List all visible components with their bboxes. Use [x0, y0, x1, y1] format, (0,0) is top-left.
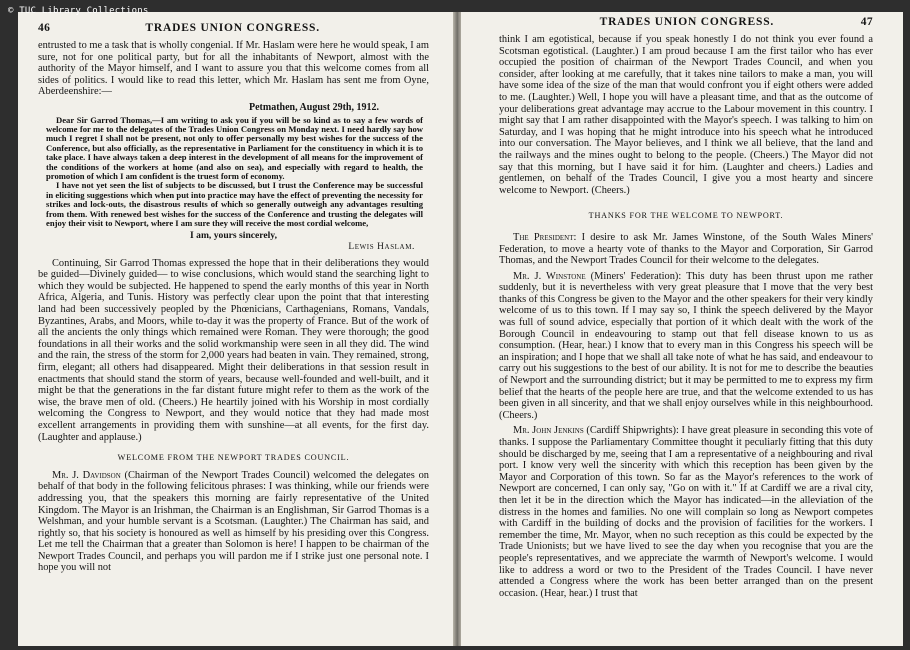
right-page-number: 47: [860, 16, 873, 28]
letter-signature: Lewis Haslam.: [348, 242, 415, 253]
speech-text: (Miners' Federation): This duty has been thrust upon me rather suddenly, but it is nevertheless with very great pleasure that I move that the very best thanks of this Congress be given to the Mayor and the other speakers for their very kindly welcome of us to this town. If I may say so, I think the speech delivered by the Mayor was full of sound advice, especially that portion of it which dealt with the work of the Borough Council in endeavouring to stamp out that fell disease known to us as consumption. (Hear, hear.) I know that to every man in this Congress his speech will be an inspiration; and I hope that we shall all take note of what he has said, and endeavour to carry out his suggestions to the best of our ability. It is not for me to describe the beauties of Newport and the surrounding district; but it may be permitted to me to express my firm belief that the hearts of the people here are true, and that the welcome extended to us has been given in all sincerity, and that we shall enjoy ourselves while in this neighbourhood. (Cheers.): [499, 270, 874, 421]
left-paragraph-3: [38, 470, 429, 574]
right-page-body: [499, 34, 873, 599]
letter-paragraph-2: I have not yet seen the list of subjects to be discussed, but I trust the Conference may be successful in eliciting suggestions which when put into practice may have the effect of preventing the necessity for strikes and lock-outs, the disastrous results of which so generally outweigh any advantages resulting from them. With renewed best wishes for the success of the Conference and trusting the delegates will enjoy their visit to Newport, where I am sure they will receive the most cordial welcome,: [46, 180, 423, 229]
speech-text: (Cardiff Shipwrights): I have great pleasure in seconding this vote of thanks. I suppose the Parliamentary Committee thought it peculiarly fitting that this duty should be discharged by me, seeing that I am a representative of a neighbouring and rival port. I know very well the sincerity with which this reception has been given by the Mayor and Corporation of this town. So far as the Mayor's references to the work of Newport are concerned, I can only say, "Go on with it." If at Cardiff we are a rival city, then let it be in the direction which the Mayor has indicated—in the alleviation of the distress in the homes and families. No one will complain so long as Newport competes with Cardiff in the building of docks and the provision of facilities for the workers. I remember the time, Mr. Mayor, when no such reception as this could be expected by the Trade Unionists; but we have lived to see the day when you recognise that you are the people's representatives, and we appreciate the warmth of Newport's welcome. I would like to address a word or two to the President of the Trades Council. I have never attended a Congress where the work has been better arranged than on the present occasion. (Hear, hear.) I trust that: [499, 425, 873, 599]
section-heading-trades-council: WELCOME FROM THE NEWPORT TRADES COUNCIL.: [117, 453, 350, 463]
letter-dateline: Petmathen, August 29th, 1912.: [248, 101, 379, 113]
right-paragraph-3: [499, 271, 873, 422]
left-paragraph-1: entrusted to me a task that is wholly congenial. If Mr. Haslam were here he would speak, I am sure, not for one political party, but for all the inhabitants of Newport, almost with the authority of the Mayor himself, and I want to assure you that this welcome comes from all sides of politics. I would like to read this letter, which Mr. Haslam has sent me from Oyne, Aberdeenshire:—: [38, 40, 429, 98]
right-paragraph-1: think I am egotistical, because if you speak honestly I do not think you ever found a Scotsman egotistical. (Laughter.) I am proud because I am the first tailor who has ever occupied the position of chairman of the Newport Trades Council, and when you consider, after looking at me carefully, that it takes nine tailors to make a man, you will have some idea of the size of the man that would confront you if eight others were added to me. (Laughter.) Well, I hope you will have a pleasant time, and that as the outcome of your deliberations great advantage may accrue to the Labour movement in this country. I might say that I am rather disappointed with the Mayor's speech. I was talking to him on Saturday, and I was hoping that he might introduce into his speech what he introduced into our conversation. The Mayor believes, and I think we all believe, that the land and the railways and the mines ought to belong to the people. (Cheers.) The Mayor did not say that this morning, but I have said it for him. (Laughter and cheers.) Ladies and gentlemen, on behalf of the Trades Council, I give you a most hearty and sincere welcome to Newport. (Cheers.): [499, 34, 873, 196]
right-page: [461, 12, 903, 646]
right-paragraph-2: [499, 232, 873, 267]
letter-signoff: I am, yours sincerely,: [190, 230, 277, 242]
speaker-name: Mr. J. Davidson: [52, 469, 121, 481]
speech-text: (Chairman of the Newport Trades Council) welcomed the delegates on behalf of that body in the following felicitous phrases: I was thinking, while our friends were addressing you, that the speakers this morning are fairly representative of the United Kingdom. The Mayor is an Irishman, the Chairman is an Englishman, Sir Garrod Thomas is a Welshman, and your humble servant is a Scotsman. (Laughter.) The Chairman has said, and rightly so, that his society is honoured as well as himself by his presiding over this Congress. Let me tell the Chairman that a greater than Solomon is here! I happen to be chairman of the Newport Trades Council, and perhaps you will pardon me if I strike just one personal note. I hope you will not: [38, 469, 429, 574]
speaker-name: The President: [513, 231, 574, 243]
right-running-head: [499, 16, 873, 28]
quoted-letter: [46, 116, 423, 229]
left-page-number: 46: [38, 22, 51, 34]
letter-paragraph-1: Dear Sir Garrod Thomas,—I am writing to ask you if you will be so kind as to say a few words of welcome for me to the delegates of the Trades Union Congress on Monday next. I need hardly say how much I regret I shall not be present, not only to offer personally my best wishes for the success of the Conference, but also officially, as the representative in Parliament for the constituency in which it is to take place. I have always taken a deep interest in the development of all means for the improvement of the conditions of the workers at home (and also on sea), and especially with regard to health, the promotion of which I am confident is the truest form of economy.: [46, 114, 423, 181]
left-running-title: TRADES UNION CONGRESS.: [145, 22, 320, 34]
left-running-head: [38, 22, 429, 34]
section-heading-thanks: THANKS FOR THE WELCOME TO NEWPORT.: [588, 211, 784, 221]
left-page: [18, 12, 455, 646]
speech-text: : I desire to ask Mr. James Winstone, of the South Wales Miners' Federation, to move a hearty vote of thanks to the Mayor and Corporation, Sir Garrod Thomas, and the Newport Trades Council for their welcome to the delegates.: [499, 231, 874, 267]
right-running-title: TRADES UNION CONGRESS.: [599, 16, 775, 28]
collection-watermark: © TUC Library Collections: [8, 6, 149, 16]
left-page-body: [38, 40, 429, 574]
speaker-name: Mr. John Jenkins: [513, 425, 584, 437]
left-paragraph-2: Continuing, Sir Garrod Thomas expressed the hope that in their deliberations they would be guided—Divinely guided— to wise conclusions, which would stand the searching light to which they would be subjected. He happened to spend the early months of this year in North Africa, Algeria, and Tunis. History was perfectly clear upon the point that that interesting land had been successively peopled by the Phœnicians, Carthagenians, Romans, Vandals, Byzantines, Arabs, and Moors, while to-day it was the property of France. But of the work of all the ancients the only things which remained were Roman. They were thorough; the good foundations in all their works and the solid workmanship were seen in all they did. The wind and the rain, the stress of the storm for 2,000 years had beaten in vain. They remained, strong, firm, elegant; all others had disappeared. Might their deliberations in that session result in enactments that should stand the storm of years, because well-founded and well-built, and it might be that the generations in the far distant future might refer to them as the work of the wise, the brave men of old. (Cheers.) He heartily joined with his Worship in most cordially welcoming the Congress to Newport, and they would notice that they had made most excellent arrangements in providing them with sunshine—at all events, for the first day. (Laughter and applause.): [38, 257, 429, 443]
speaker-name: Mr. J. Winstone: [513, 270, 586, 282]
right-paragraph-4: [499, 425, 873, 599]
